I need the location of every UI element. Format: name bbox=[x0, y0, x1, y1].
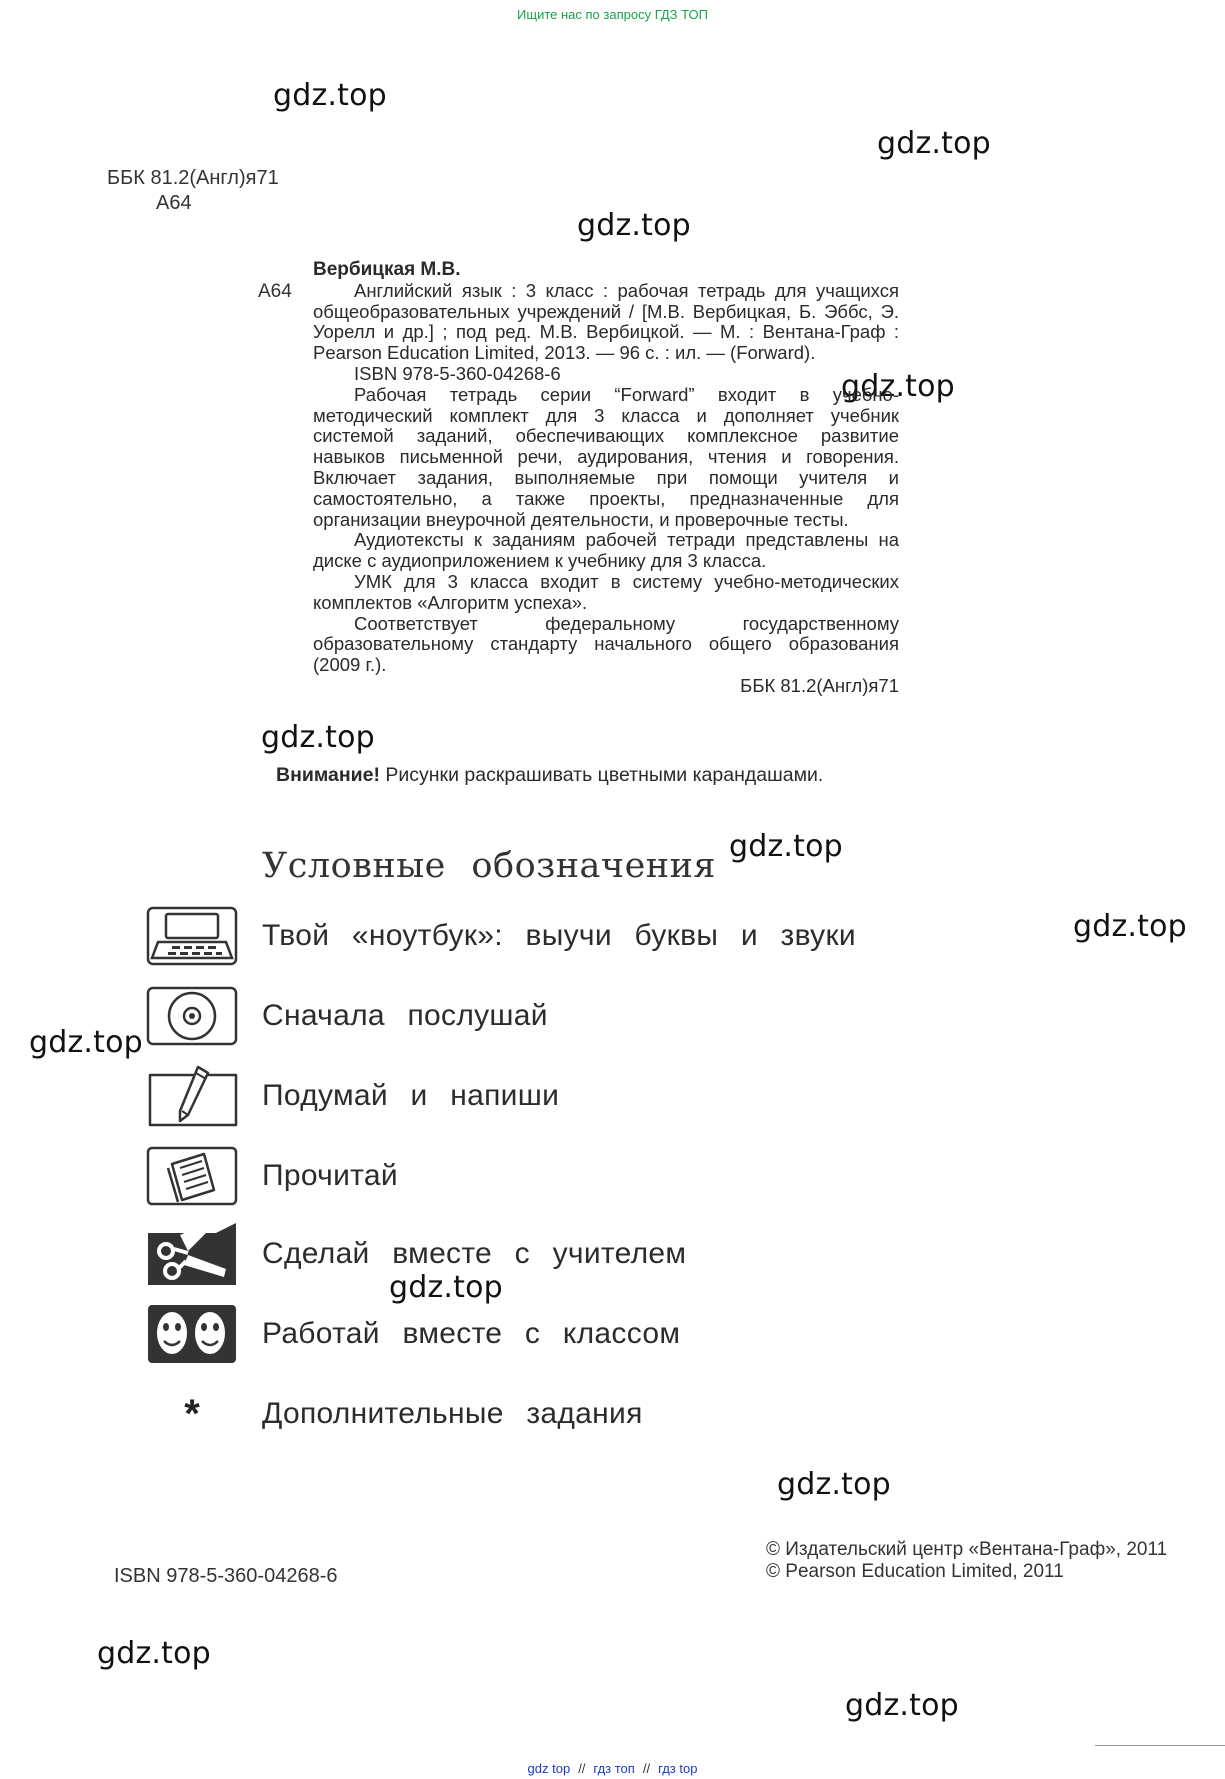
watermark: gdz.top bbox=[577, 208, 691, 243]
watermark: gdz.top bbox=[261, 720, 375, 755]
card-author: Вербицкая М.В. bbox=[313, 259, 461, 280]
legend-item bbox=[146, 1223, 686, 1285]
bbk-code: ББК 81.2(Англ)я71 bbox=[107, 167, 279, 189]
card-description: Аудиотексты к заданиям рабочей тетради представлены на диске с аудиоприложением к учебнику для 3 класса. bbox=[313, 529, 899, 572]
warning-note bbox=[276, 764, 823, 787]
legend-item bbox=[146, 985, 548, 1047]
card-isbn: ISBN 978-5-360-04268-6 bbox=[354, 362, 561, 384]
legend-label: Дополнительные задания bbox=[262, 1397, 643, 1430]
footer-link[interactable]: гдз top bbox=[658, 1761, 698, 1776]
copyright-block bbox=[766, 1539, 1167, 1583]
catalog-card bbox=[313, 260, 899, 697]
book-icon bbox=[146, 1145, 238, 1207]
faces-icon bbox=[146, 1303, 238, 1365]
star-icon bbox=[146, 1383, 238, 1445]
card-author-mark: А64 bbox=[258, 281, 292, 302]
legend-label: Сначала послушай bbox=[262, 999, 548, 1032]
card-description: Рабочая тетрадь серии “Forward” входит в учебно-методический комплект для 3 класса и дополняет учебник системой заданий, обеспечивающих комплексное развитие навыков письменной речи, аудирования, чтения и говорения. Включает задания, выполняемые при помощи учителя и самостоятельно, а также проекты, предназначенные для организации внеурочной деятельности, и проверочные тесты. bbox=[313, 383, 899, 530]
legend-item bbox=[146, 1145, 398, 1207]
card-description: Соответствует федеральному государственному образовательному стандарту начального общего образования (2009 г.). bbox=[313, 612, 899, 676]
watermark: gdz.top bbox=[877, 126, 991, 161]
watermark: gdz.top bbox=[29, 1025, 143, 1060]
warning-text: Рисунки раскрашивать цветными карандашами. bbox=[379, 764, 824, 786]
legend-label: Прочитай bbox=[262, 1159, 398, 1192]
watermark: gdz.top bbox=[729, 829, 843, 864]
watermark: gdz.top bbox=[841, 369, 955, 404]
star-symbol: * bbox=[184, 1391, 200, 1436]
legend-item bbox=[146, 905, 856, 967]
watermark: gdz.top bbox=[97, 1636, 211, 1671]
watermark: gdz.top bbox=[389, 1270, 503, 1305]
legend-label: Подумай и напиши bbox=[262, 1079, 560, 1112]
watermark: gdz.top bbox=[273, 78, 387, 113]
top-banner-link[interactable]: Ищите нас по запросу ГДЗ ТОП bbox=[517, 7, 708, 22]
legend-item bbox=[146, 1303, 680, 1365]
legend-item bbox=[146, 1065, 559, 1127]
watermark: gdz.top bbox=[1073, 909, 1187, 944]
footer-link[interactable]: гдз топ bbox=[593, 1761, 635, 1776]
watermark: gdz.top bbox=[777, 1467, 891, 1502]
isbn-bottom: ISBN 978-5-360-04268-6 bbox=[114, 1565, 338, 1587]
card-description: УМК для 3 класса входит в систему учебно-методических комплектов «Алгоритм успеха». bbox=[313, 570, 899, 613]
cd-icon bbox=[146, 985, 238, 1047]
divider bbox=[1095, 1745, 1225, 1746]
legend-label: Работай вместе с классом bbox=[262, 1317, 681, 1350]
footer-links bbox=[0, 1761, 1225, 1779]
footer-separator: // bbox=[642, 1761, 651, 1776]
legend-label: Сделай вместе с учителем bbox=[262, 1237, 687, 1270]
watermark: gdz.top bbox=[845, 1688, 959, 1723]
copyright-line: © Издательский центр «Вентана-Граф», 2011 bbox=[766, 1539, 1168, 1560]
legend-label: Твой «ноутбук»: выучи буквы и звуки bbox=[262, 919, 856, 952]
footer-link[interactable]: gdz top bbox=[527, 1761, 571, 1776]
copyright-line: © Pearson Education Limited, 2011 bbox=[766, 1561, 1064, 1582]
scissors-icon bbox=[146, 1223, 238, 1285]
pencil-icon bbox=[146, 1065, 238, 1127]
warning-label: Внимание! bbox=[276, 764, 380, 786]
legend-item bbox=[146, 1383, 643, 1445]
legend-title: Условные обозначения bbox=[262, 846, 717, 886]
card-bbk-code: ББК 81.2(Англ)я71 bbox=[740, 674, 899, 696]
bbk-author-mark: А64 bbox=[156, 192, 192, 214]
footer-separator: // bbox=[578, 1761, 586, 1776]
laptop-icon bbox=[146, 905, 238, 967]
card-bibliographic: Английский язык : 3 класс : рабочая тетрадь для учащихся общеобразовательных учреждений / [М.В. Вербицкая, Б. Эббс, Э. Уорелл и др.] ; под ред. М.В. Вербицкой. — М. : Вентана-Граф : Pearson Education Limited, 2013. — 96 с. : ил. — (Forward). bbox=[313, 279, 899, 364]
